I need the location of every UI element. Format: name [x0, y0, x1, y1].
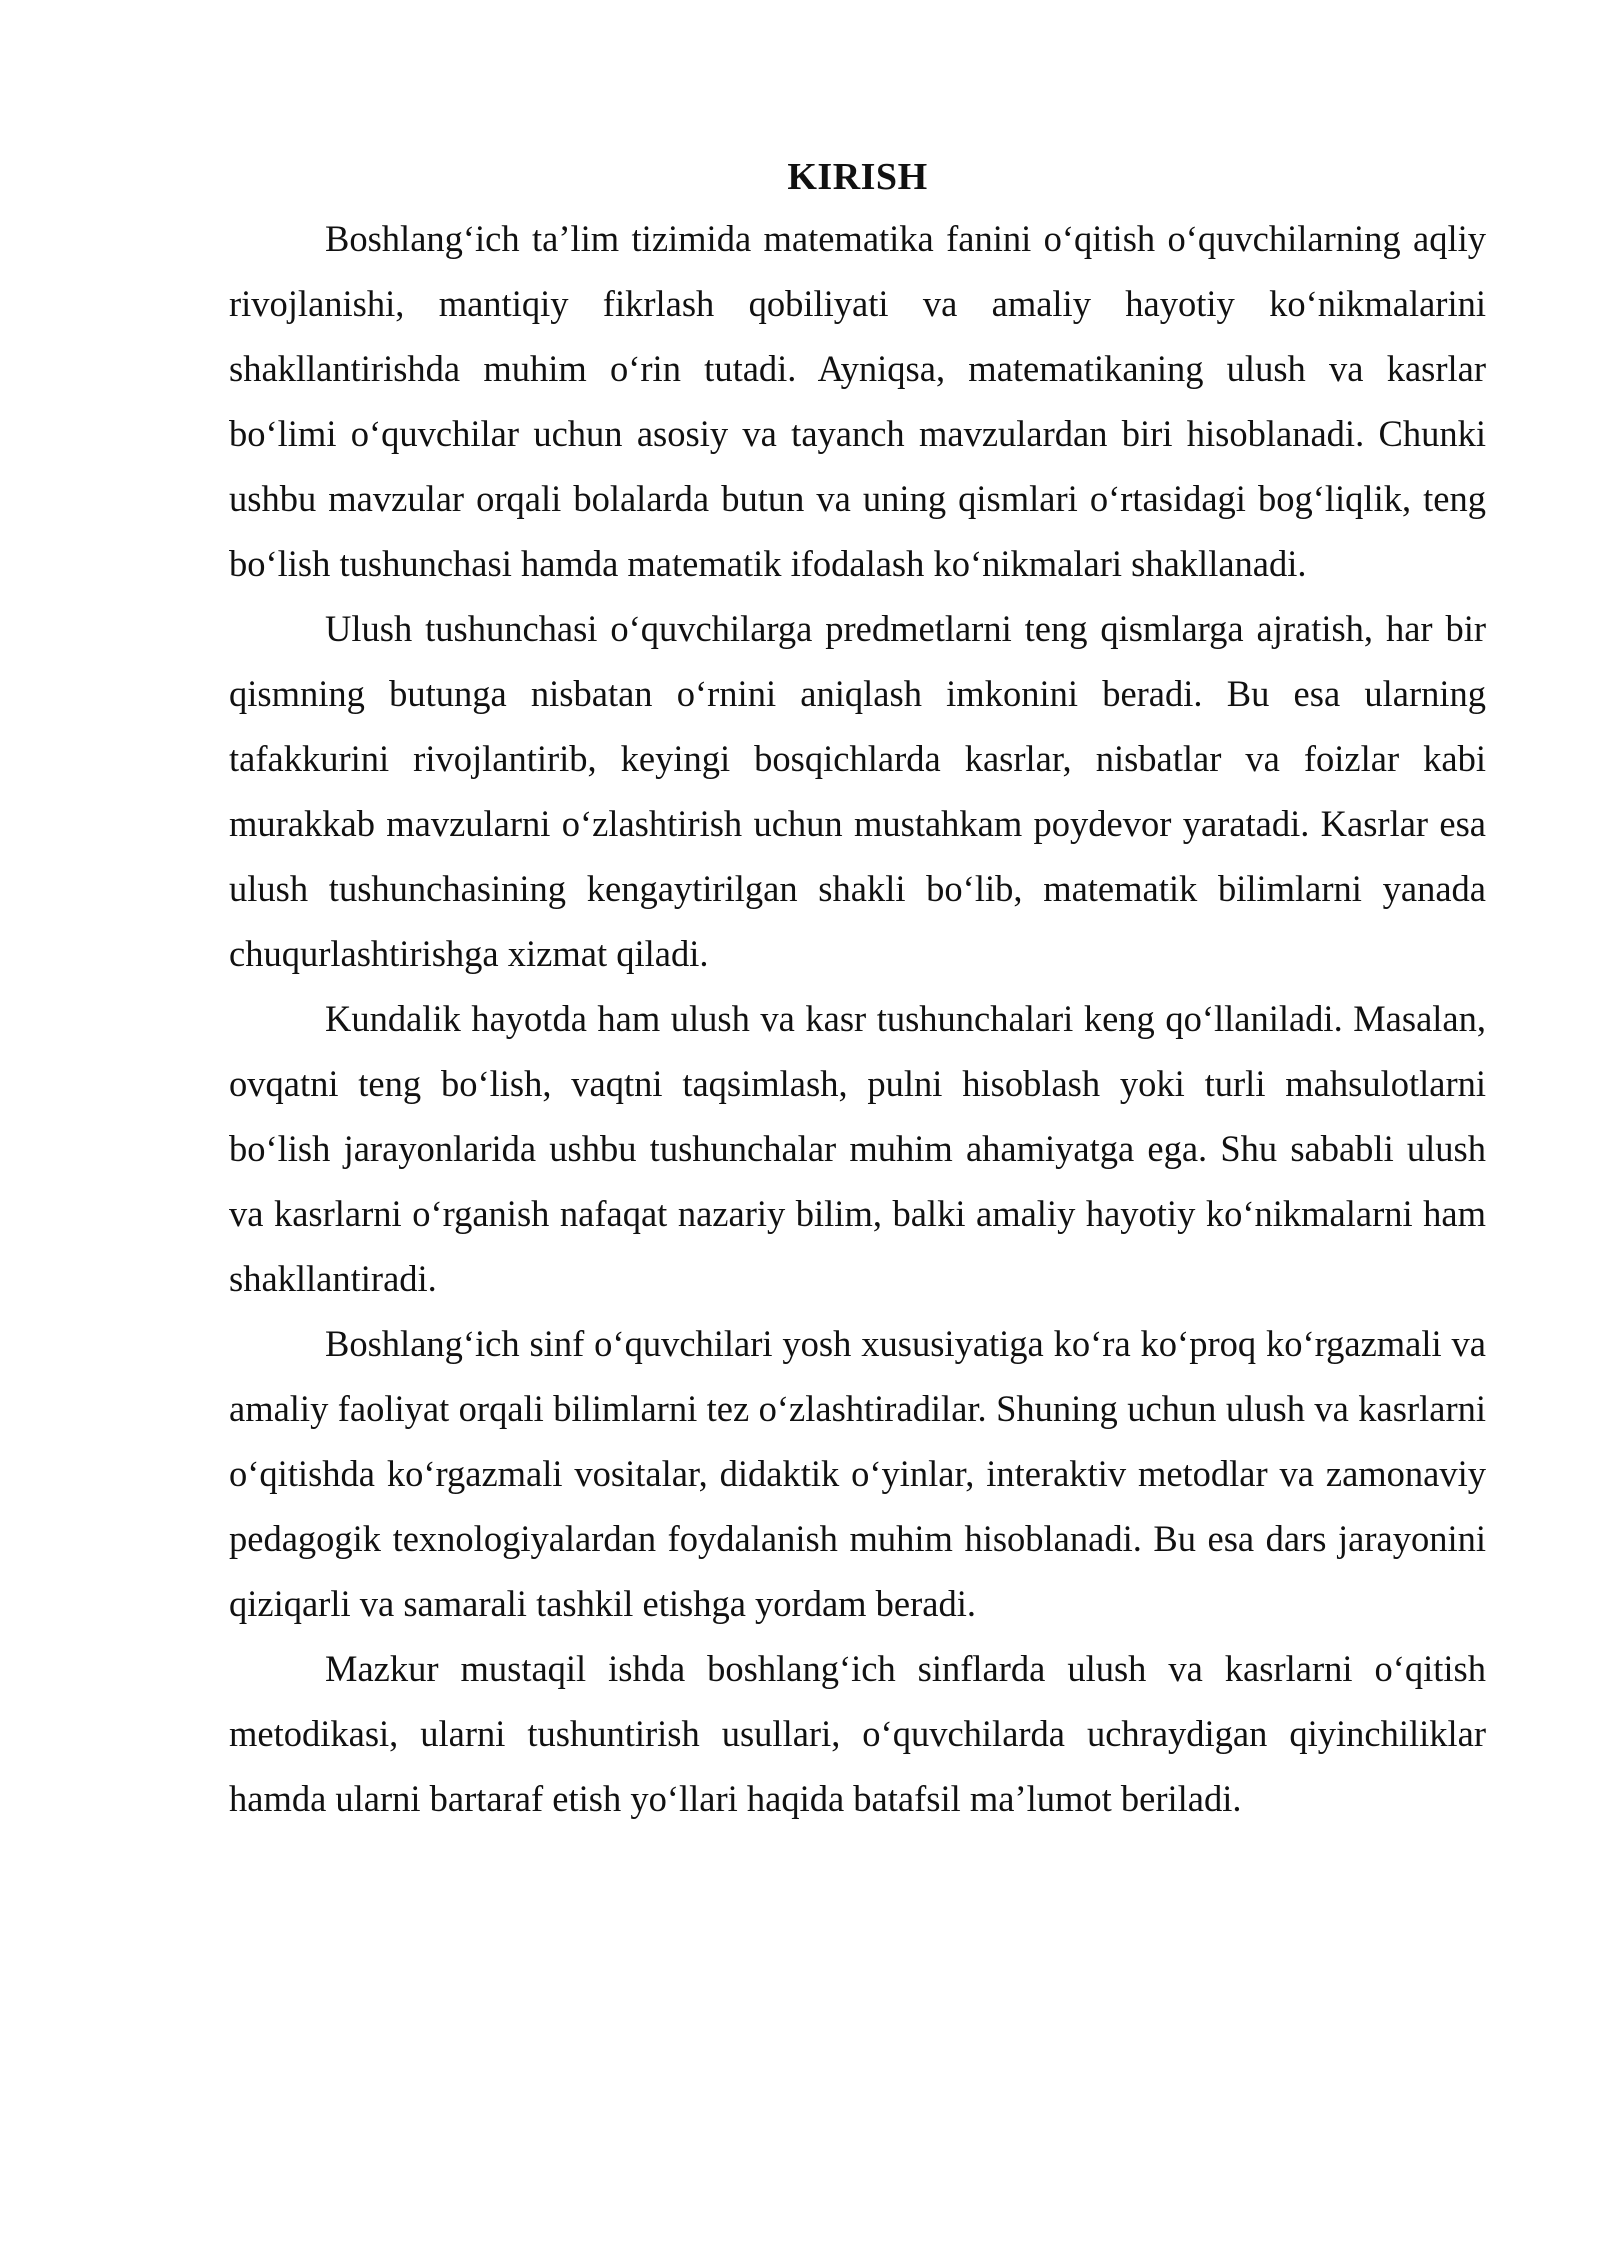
paragraph-1: Boshlang‘ich ta’lim tizimida matematika fanini o‘qitish o‘quvchilarning aqliy rivojlanishi, mantiqiy fikrlash qobiliyati va amaliy hayotiy ko‘nikmalarini shakllantirishda muhim o‘rin tutadi. Ayniqsa, matematikaning ulush va kasrlar bo‘limi o‘quvchilar uchun asosiy va tayanch mavzulardan biri hisoblanadi. Chunki ushbu mavzular orqali bolalarda butun va uning qismlari o‘rtasidagi bog‘liqlik, teng bo‘lish tushunchasi hamda matematik ifodalash ko‘nikmalari shakllanadi.: [229, 218, 1486, 584]
paragraph-5: Mazkur mustaqil ishda boshlang‘ich sinflarda ulush va kasrlarni o‘qitish metodikasi, ularni tushuntirish usullari, o‘quvchilarda uchraydigan qiyinchiliklar hamda ularni bartaraf etish yo‘llari haqida batafsil ma’lumot beriladi.: [229, 1648, 1486, 1819]
page-title: KIRISH: [787, 156, 928, 198]
paragraph-4: Boshlang‘ich sinf o‘quvchilari yosh xususiyatiga ko‘ra ko‘proq ko‘rgazmali va amaliy faoliyat orqali bilimlarni tez o‘zlashtiradilar. Shuning uchun ulush va kasrlarni o‘qitishda ko‘rgazmali vositalar, didaktik o‘yinlar, interaktiv metodlar va zamonaviy pedagogik texnologiyalardan foydalanish muhim hisoblanadi. Bu esa dars jarayonini qiziqarli va samarali tashkil etishga yordam beradi.: [229, 1323, 1486, 1624]
page-content: [229, 148, 1486, 1831]
paragraph-2: Ulush tushunchasi o‘quvchilarga predmetlarni teng qismlarga ajratish, har bir qismning butunga nisbatan o‘rnini aniqlash imkonini beradi. Bu esa ularning tafakkurini rivojlantirib, keyingi bosqichlarda kasrlar, nisbatlar va foizlar kabi murakkab mavzularni o‘zlashtirish uchun mustahkam poydevor yaratadi. Kasrlar esa ulush tushunchasining kengaytirilgan shakli bo‘lib, matematik bilimlarni yanada chuqurlashtirishga xizmat qiladi.: [229, 608, 1486, 974]
paragraph-3: Kundalik hayotda ham ulush va kasr tushunchalari keng qo‘llaniladi. Masalan, ovqatni teng bo‘lish, vaqtni taqsimlash, pulni hisoblash yoki turli mahsulotlarni bo‘lish jarayonlarida ushbu tushunchalar muhim ahamiyatga ega. Shu sababli ulush va kasrlarni o‘rganish nafaqat nazariy bilim, balki amaliy hayotiy ko‘nikmalarni ham shakllantiradi.: [229, 998, 1486, 1299]
